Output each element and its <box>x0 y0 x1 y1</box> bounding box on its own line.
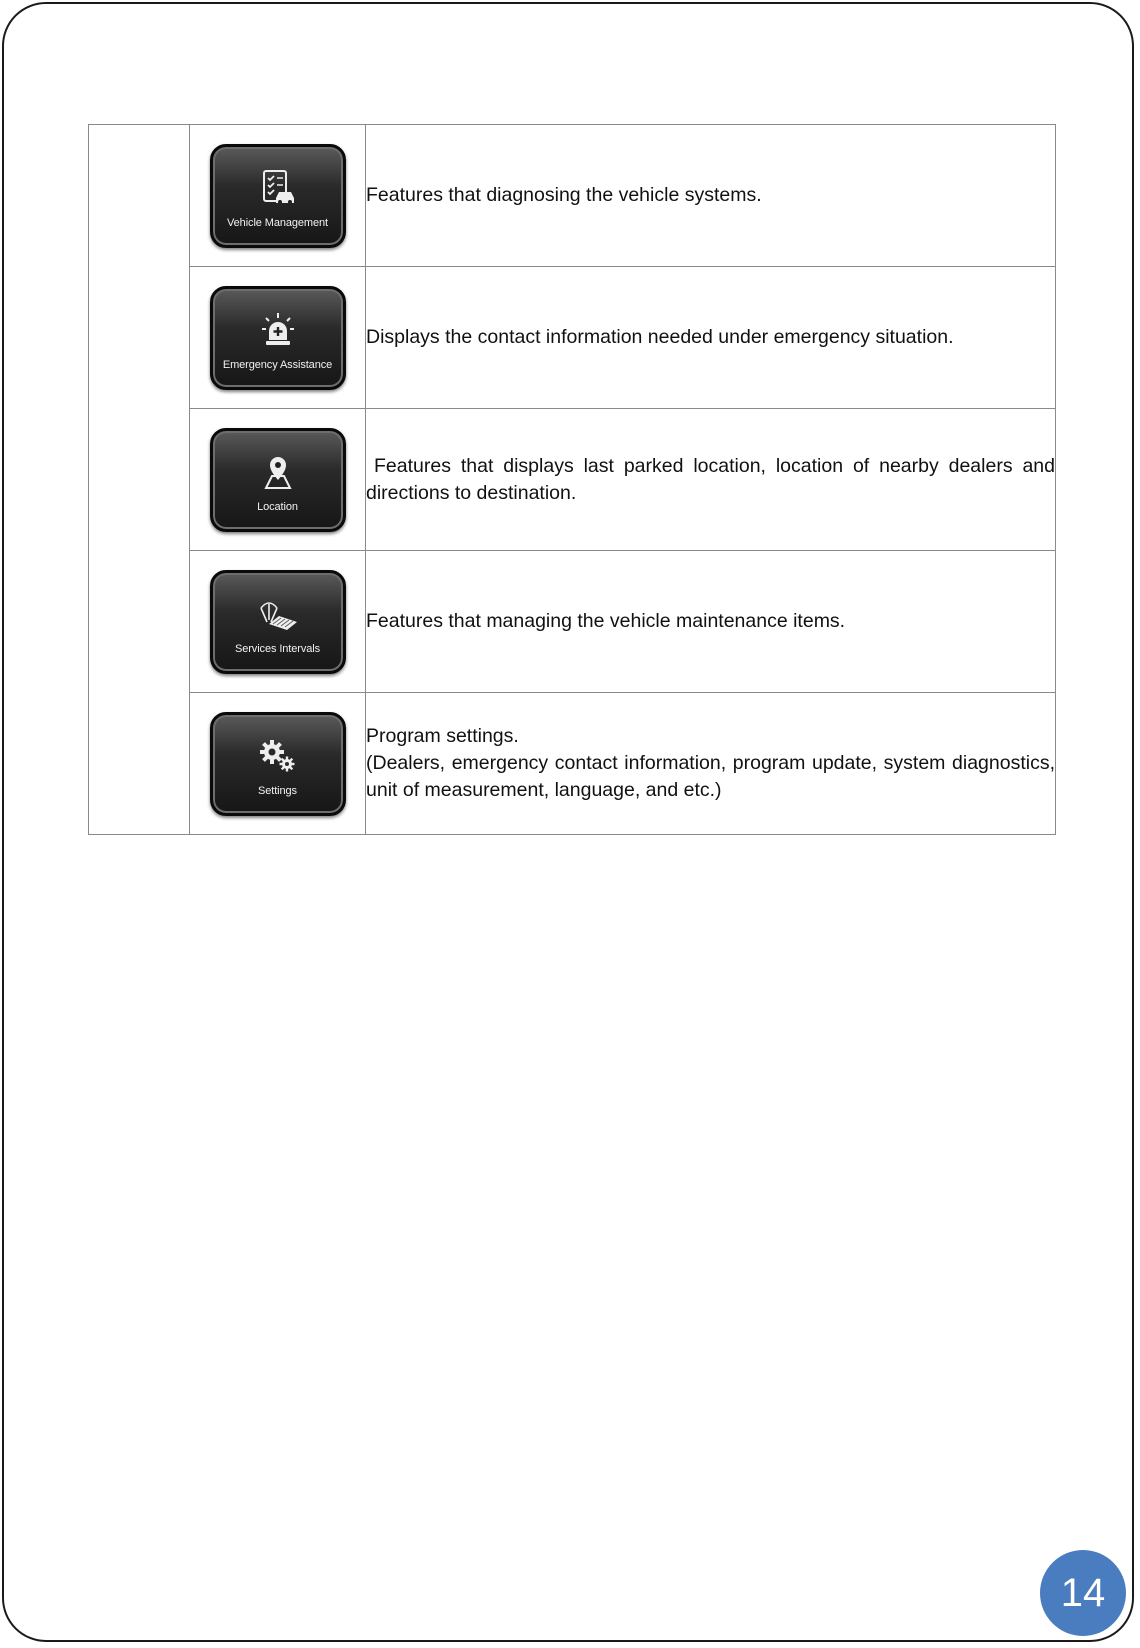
description-text: (Dealers, emergency contact information, program update, system diagnostics, unit of measurement, language, and etc.) <box>366 752 1055 801</box>
icon-cell <box>190 125 366 267</box>
description-cell <box>366 693 1056 835</box>
page-number-badge <box>1040 1550 1126 1636</box>
table-row <box>89 409 1056 551</box>
vehicle-management-button[interactable] <box>210 144 346 248</box>
description-text: Displays the contact information needed under emergency situation. <box>366 326 954 348</box>
services-intervals-button[interactable] <box>210 570 346 674</box>
description-cell <box>366 267 1056 409</box>
description-cell <box>366 125 1056 267</box>
emergency-assistance-button[interactable] <box>210 286 346 390</box>
settings-icon <box>213 733 343 779</box>
description-text: Features that displays last parked location, location of nearby dealers and directions to destination. <box>366 454 1055 504</box>
page-number: 14 <box>1060 1570 1106 1615</box>
settings-button[interactable] <box>210 712 346 816</box>
feature-table <box>88 124 1056 835</box>
description-text: Features that diagnosing the vehicle systems. <box>366 184 762 206</box>
icon-cell <box>190 409 366 551</box>
button-label: Services Intervals <box>234 642 320 655</box>
description-text: Features that managing the vehicle maintenance items. <box>366 610 846 632</box>
table-row <box>89 551 1056 693</box>
description-cell <box>366 409 1056 551</box>
table-row <box>89 693 1056 835</box>
button-label: Location <box>257 500 298 513</box>
table-row <box>89 125 1056 267</box>
button-label: Vehicle Management <box>227 216 328 229</box>
button-label: Emergency Assistance <box>222 358 333 371</box>
location-button[interactable] <box>210 428 346 532</box>
description-cell <box>366 551 1056 693</box>
empty-category-cell <box>89 125 190 835</box>
vehicle-management-icon <box>213 165 343 211</box>
emergency-assistance-icon <box>213 307 343 353</box>
location-icon <box>213 449 343 495</box>
icon-cell <box>190 267 366 409</box>
services-intervals-icon <box>213 591 343 637</box>
icon-cell <box>190 551 366 693</box>
icon-cell <box>190 693 366 835</box>
table-row <box>89 267 1056 409</box>
description-text: Program settings. <box>366 725 519 747</box>
button-label: Settings <box>258 784 297 797</box>
